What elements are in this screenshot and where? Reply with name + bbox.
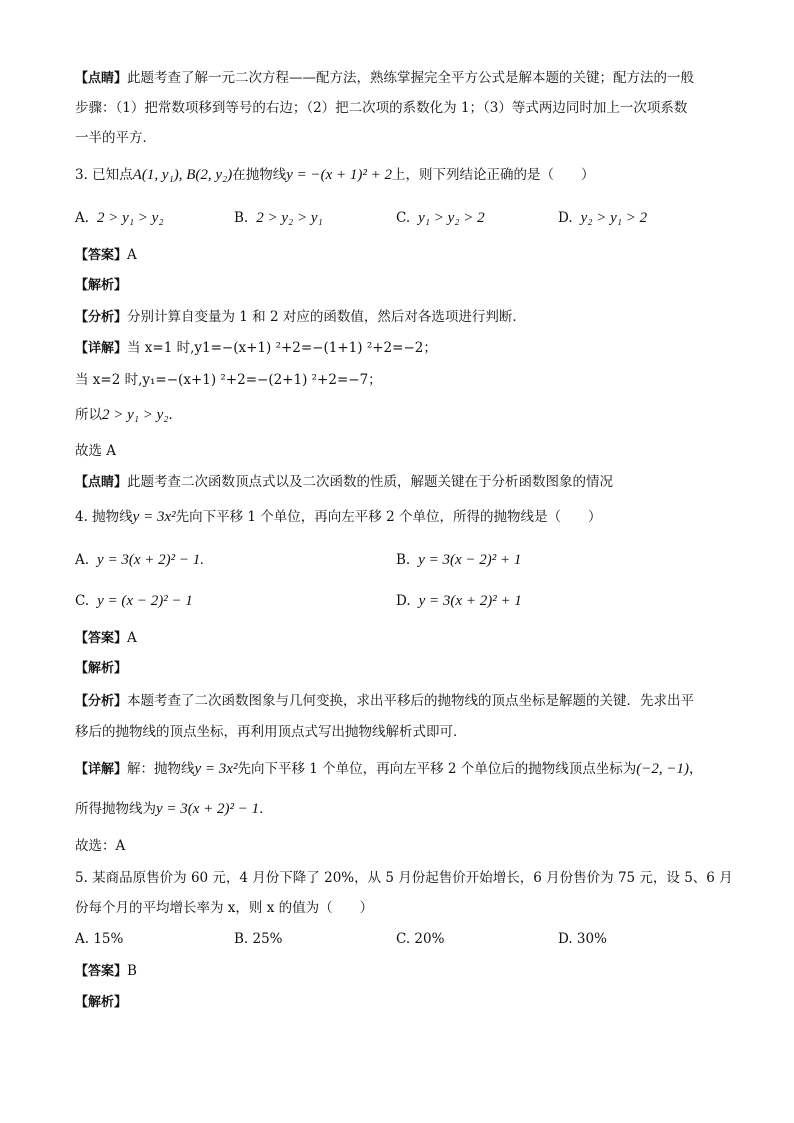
q4-stem-post: 先向下平移 1 个单位，再向左平移 2 个单位，所得的抛物线是（ ） bbox=[175, 509, 602, 525]
q3-xiangjie-l3-math: 2 > y₁ > y₂ bbox=[102, 407, 169, 423]
q5-stem-line-2: 份每个月的平均增长率为 x，则 x 的值为（ ） bbox=[75, 900, 374, 916]
q3-xiangjie-line-2: 当 x=2 时,y₁=−(x+1) ²+2=−(2+1) ²+2=−7； bbox=[75, 372, 382, 388]
answer-tag: 【答案】 bbox=[75, 964, 128, 979]
answer-tag: 【答案】 bbox=[75, 248, 128, 263]
q4-xiangjie-line-1 bbox=[75, 759, 720, 780]
q3-dianjing-text: 此题考查二次函数顶点式以及二次函数的性质，解题关键在于分析函数图象的情况 bbox=[127, 474, 614, 490]
q4-conclusion: 故选：A bbox=[75, 838, 126, 854]
q4-option-a[interactable] bbox=[75, 550, 204, 570]
fenxi-tag: 【分析】 bbox=[75, 310, 128, 325]
q2-comment-text-1: 此题考查了解一元二次方程——配方法，熟练掌握完全平方公式是解本题的关键；配方法的一般 bbox=[127, 70, 695, 86]
q3-option-c-math: y₁ > y₂ > 2 bbox=[418, 210, 485, 226]
q4-fenxi-text-1: 本题考查了二次函数图象与几何变换，求出平移后的抛物线的顶点坐标是解题的关键．先求出平 bbox=[127, 693, 695, 709]
q3-option-b-label: B. bbox=[234, 210, 249, 226]
q3-option-a[interactable] bbox=[75, 208, 164, 228]
q4-answer-value: A bbox=[127, 630, 137, 646]
q3-option-b-math: 2 > y₂ > y₁ bbox=[256, 210, 323, 226]
q3-fenxi-text: 分别计算自变量为 1 和 2 对应的函数值，然后对各选项进行判断． bbox=[127, 309, 526, 325]
q3-stem-post: 上，则下列结论正确的是（ ） bbox=[392, 167, 595, 183]
q4-xiangjie-l2-equation: y = 3(x + 2)² − 1 bbox=[156, 801, 260, 817]
q4-jiexi-heading: 【解析】 bbox=[75, 661, 128, 676]
q4-option-d-math: y = 3(x + 2)² + 1 bbox=[418, 593, 522, 609]
q5-jiexi-heading: 【解析】 bbox=[75, 995, 128, 1010]
q5-option-b[interactable]: B. 25% bbox=[234, 931, 283, 947]
q4-option-d[interactable] bbox=[396, 591, 522, 611]
q2-comment-line-1 bbox=[75, 68, 720, 89]
q5-option-c[interactable]: C. 20% bbox=[396, 931, 445, 947]
q5-answer-value: B bbox=[127, 963, 137, 979]
q4-stem-equation: y = 3x² bbox=[132, 509, 176, 525]
q3-xiangjie-l3-post: ． bbox=[168, 407, 182, 423]
q4-xiangjie-l2-pre: 所得抛物线为 bbox=[75, 801, 156, 817]
q3-option-b[interactable] bbox=[234, 208, 323, 228]
q2-comment-line-3: 一半的平方． bbox=[75, 130, 156, 146]
q3-option-c-label: C. bbox=[396, 210, 411, 226]
q3-xiangjie-text-1: 当 x=1 时,y1=−(x+1) ²+2=−(1+1) ²+2=−2； bbox=[127, 340, 437, 356]
q4-xiangjie-equation: y = 3x² bbox=[194, 761, 238, 777]
q4-option-c-math: y = (x − 2)² − 1 bbox=[97, 593, 193, 609]
q3-answer-value: A bbox=[127, 247, 137, 263]
q4-xiangjie-pre: 解：抛物线 bbox=[127, 761, 195, 777]
q4-stem-pre: 4. 抛物线 bbox=[75, 509, 133, 525]
q4-option-c[interactable] bbox=[75, 591, 193, 611]
q3-conclusion: 故选 A bbox=[75, 443, 117, 459]
q4-option-b[interactable] bbox=[396, 550, 521, 570]
q3-xiangjie-line-3 bbox=[75, 405, 720, 425]
dianjing-tag: 【点睛】 bbox=[75, 71, 128, 86]
q3-option-d[interactable] bbox=[558, 208, 647, 228]
q3-stem-equation: y = −(x + 1)² + 2 bbox=[286, 167, 393, 183]
q3-dianjing bbox=[75, 472, 720, 493]
q3-option-d-label: D. bbox=[558, 210, 573, 226]
q4-fenxi-line-2: 移后的抛物线的顶点坐标，再利用顶点式写出抛物线解析式即可． bbox=[75, 724, 467, 740]
q4-option-d-label: D. bbox=[396, 593, 411, 609]
q4-xiangjie-line-2 bbox=[75, 799, 720, 819]
q3-stem bbox=[75, 165, 720, 185]
q3-stem-points: A(1, y₁), B(2, y₂) bbox=[132, 167, 233, 183]
q5-stem-line-1: 5. 某商品原售价为 60 元，4 月份下降了 20%，从 5 月份起售价开始增长，6 月份售价为 75 元，设 5、6 月 bbox=[75, 870, 733, 886]
q3-option-a-math: 2 > y₁ > y₂ bbox=[97, 210, 164, 226]
answer-tag: 【答案】 bbox=[75, 631, 128, 646]
q3-option-a-label: A. bbox=[75, 210, 90, 226]
q4-xiangjie-end: ， bbox=[689, 761, 703, 777]
xiangjie-tag: 【详解】 bbox=[75, 341, 128, 356]
q5-option-a[interactable]: A. 15% bbox=[75, 931, 124, 947]
q5-answer bbox=[75, 961, 720, 982]
q4-option-a-math: y = 3(x + 2)² − 1. bbox=[97, 552, 204, 568]
q3-option-d-math: y₂ > y₁ > 2 bbox=[580, 210, 648, 226]
q3-fenxi bbox=[75, 307, 720, 328]
q3-option-c[interactable] bbox=[396, 208, 485, 228]
q4-option-a-label: A. bbox=[75, 552, 90, 568]
q4-fenxi-line-1 bbox=[75, 691, 720, 712]
q4-answer bbox=[75, 628, 720, 649]
q3-answer bbox=[75, 245, 720, 266]
q4-option-b-math: y = 3(x − 2)² + 1 bbox=[418, 552, 522, 568]
q3-jiexi-heading: 【解析】 bbox=[75, 278, 128, 293]
q2-comment-line-2: 步骤：（1）把常数项移到等号的右边；（2）把二次项的系数化为 1；（3）等式两边同时加上一次项系数 bbox=[75, 100, 688, 116]
q4-xiangjie-vertex: (−2, −1) bbox=[636, 761, 690, 777]
q5-option-d[interactable]: D. 30% bbox=[558, 931, 607, 947]
q4-option-c-label: C. bbox=[75, 593, 90, 609]
fenxi-tag: 【分析】 bbox=[75, 694, 128, 709]
xiangjie-tag: 【详解】 bbox=[75, 762, 128, 777]
q3-stem-mid: 在抛物线 bbox=[232, 167, 287, 183]
q4-xiangjie-mid: 先向下平移 1 个单位，再向左平移 2 个单位后的抛物线顶点坐标为 bbox=[237, 761, 637, 777]
q3-stem-pre: 3. 已知点 bbox=[75, 167, 133, 183]
q4-stem bbox=[75, 507, 720, 527]
dianjing-tag: 【点睛】 bbox=[75, 475, 128, 490]
q4-option-b-label: B. bbox=[396, 552, 411, 568]
q4-xiangjie-l2-post: ． bbox=[259, 801, 273, 817]
q3-xiangjie-l3-pre: 所以 bbox=[75, 407, 102, 423]
q3-xiangjie-line-1 bbox=[75, 338, 720, 359]
